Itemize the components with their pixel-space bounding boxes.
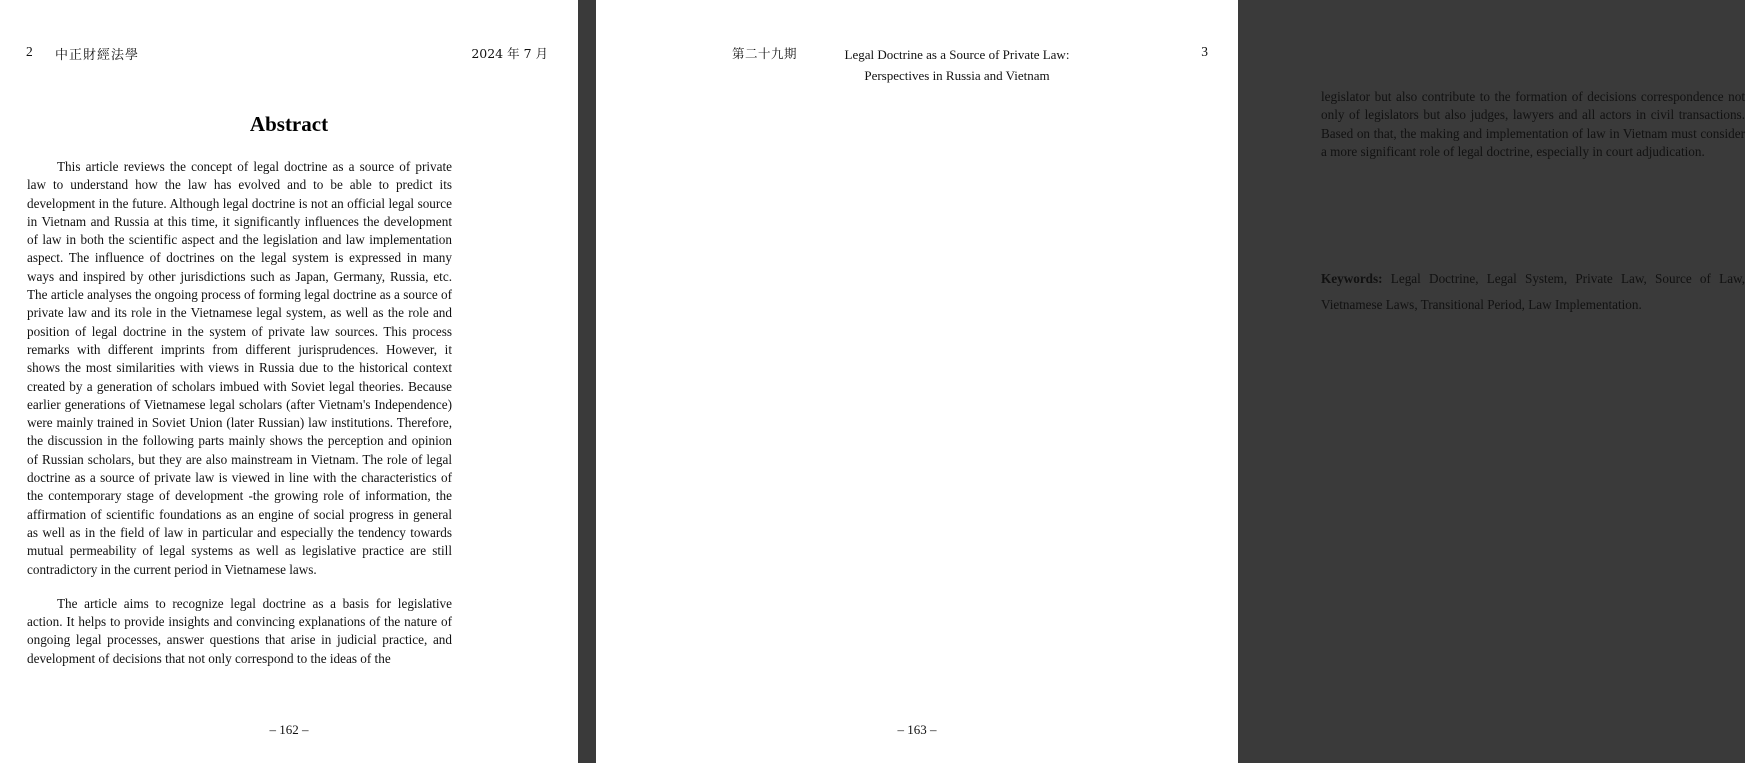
- right-page: [596, 0, 1745, 763]
- right-running-head-page-number: 3: [1201, 44, 1208, 59]
- left-page-folio: – 162 –: [269, 722, 309, 737]
- abstract-body: [27, 158, 452, 684]
- left-running-head-date: 2024 年 7 月: [471, 46, 548, 61]
- right-running-head-issue: 第二十九期: [732, 46, 798, 61]
- left-running-head-journal-title: 中正財經法學: [55, 48, 140, 63]
- abstract-paragraph-2: The article aims to recognize legal doctrine as a basis for legislative action. It helps to provide insights and convincing explanations of the nature of ongoing legal processes, answer questions that arise in judicial practice, and development of decisions that not only correspond to the ideas of the: [27, 595, 452, 666]
- keywords-label: Keywords:: [1321, 271, 1383, 286]
- abstract-paragraph-1: This article reviews the concept of legal doctrine as a source of private law to understand how the law has evolved and to be able to predict its development in the future. Although legal doctrine is not an official legal source in Vietnam and Russia at this time, it significantly influences the development of law in both the scientific aspect and the legislation and law implementation aspect. The influence of doctrines on the legal system is expressed in many ways and inspired by other jurisdictions such as Japan, Germany, Russia, etc. The article analyses the ongoing process of forming legal doctrine as a source of private law and its role in the Vietnamese legal system, as well as the role and position of legal doctrine in the system of private law sources. This process remarks with different imprints from different jurisprudences. However, it shows the most similarities with views in Russia due to the historical context created by a generation of scholars imbued with Soviet legal theories. Because earlier generations of Vietnamese legal scholars (after Vietnam's Independence) were mainly trained in Soviet Union (later Russian) law institutions. Therefore, the discussion in the following parts mainly shows the perception and opinion of Russian scholars, but they are also mainstream in Vietnam. The role of legal doctrine as a source of private law is viewed in line with the characteristics of the contemporary stage of development -the growing role of information, the affirmation of scientific foundations as an engine of social progress in general as well as in the field of law in particular and especially the tendency towards mutual permeability of legal systems as well as legislative practice are still contradictory in the current period in Vietnamese laws.: [27, 159, 452, 577]
- right-running-head-article-title: [596, 44, 1238, 86]
- left-page: [0, 0, 578, 763]
- spread-gutter: [578, 0, 596, 763]
- abstract-heading: Abstract: [249, 112, 329, 136]
- abstract-continuation-paragraph: legislator but also contribute to the formation of decisions correspondence not only of legislators but also judges, lawyers and all actors in civil transactions. Based on that, the making and implementation of law in Vietnam must consider a more significant role of legal doctrine, especially in court adjudication.: [1321, 89, 1745, 159]
- right-page-folio: – 163 –: [897, 722, 937, 737]
- abstract-continuation-body: [1321, 88, 1745, 161]
- right-running-head-article-title-line2: Perspectives in Russia and Vietnam: [864, 68, 1050, 83]
- right-running-head-article-title-line1: Legal Doctrine as a Source of Private Law:: [844, 47, 1070, 62]
- keywords-text: Legal Doctrine, Legal System, Private Law, Source of Law, Vietnamese Laws, Transitional Period, Law Implementation.: [1321, 271, 1745, 312]
- left-running-head-page-number: 2: [26, 44, 33, 59]
- keywords-block: [1321, 266, 1745, 318]
